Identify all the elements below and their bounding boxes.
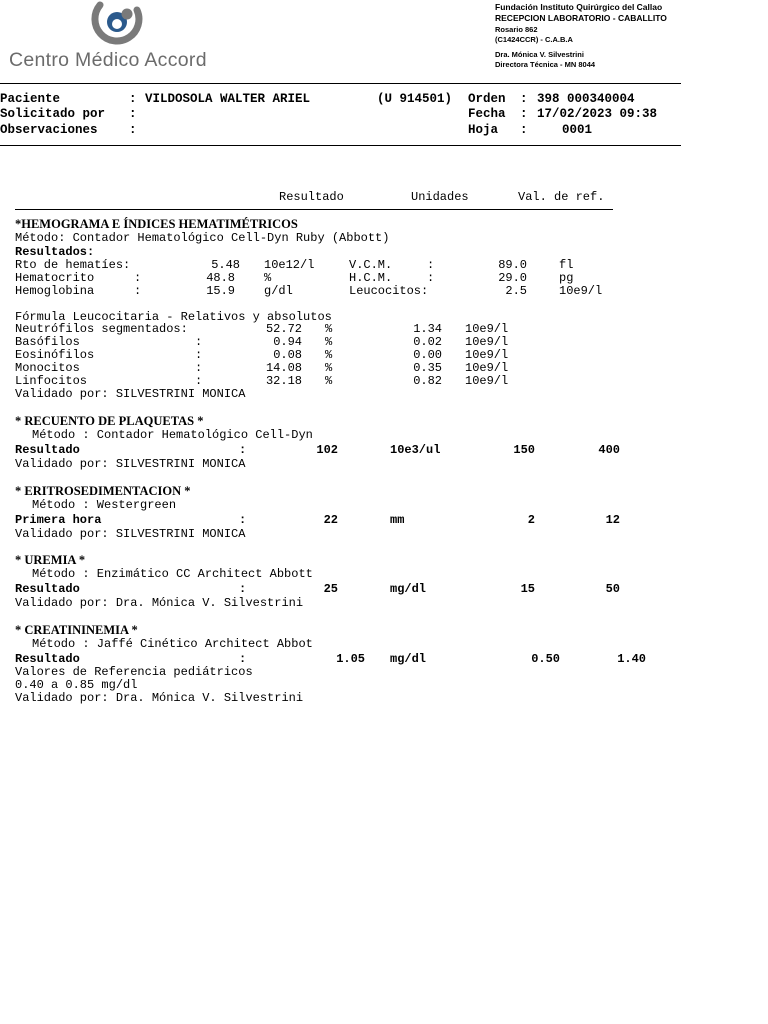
eritro-result-unit: mm bbox=[390, 513, 405, 527]
patient-label: Paciente bbox=[0, 92, 61, 106]
brand-name: Centro Médico Accord bbox=[9, 49, 207, 71]
hemo-row-value2: 29.0 bbox=[498, 271, 527, 285]
hemo-row-label2: Leucocitos: bbox=[349, 284, 429, 298]
uremia-result-label: Resultado bbox=[15, 582, 80, 596]
header-bottom-rule bbox=[0, 145, 681, 146]
formula-row-label: Neutrófilos segmentados: bbox=[15, 322, 188, 336]
hemo-row-value2: 89.0 bbox=[498, 258, 527, 272]
eritro-result-value: 22 bbox=[323, 513, 338, 527]
formula-row-colon: : bbox=[195, 348, 203, 362]
column-units: Unidades bbox=[411, 190, 469, 204]
order-value: 398 000340004 bbox=[537, 92, 635, 106]
date-value: 17/02/2023 09:38 bbox=[537, 107, 658, 121]
plaquetas-method: Método : Contador Hematológico Cell-Dyn bbox=[32, 428, 313, 442]
page-value: 0001 bbox=[562, 123, 593, 137]
formula-row-colon: : bbox=[195, 335, 203, 349]
plaquetas-ref-low: 150 bbox=[513, 443, 535, 457]
director-title: Directora Técnica - MN 8044 bbox=[495, 60, 596, 69]
hemo-row-colon: : bbox=[134, 284, 142, 298]
plaquetas-ref-high: 400 bbox=[598, 443, 620, 457]
page-label: Hoja bbox=[468, 123, 499, 137]
hemo-row-value: 48.8 bbox=[206, 271, 235, 285]
uremia-result-unit: mg/dl bbox=[390, 582, 427, 596]
formula-row-abs-unit: 10e9/l bbox=[465, 322, 509, 336]
uremia-result-colon: : bbox=[239, 582, 247, 596]
formula-row-pct-unit: % bbox=[325, 348, 333, 362]
creat-result-colon: : bbox=[239, 652, 247, 666]
order-sep: : bbox=[520, 92, 528, 106]
requested-label: Solicitado por bbox=[0, 107, 106, 121]
plaquetas-result-label: Resultado bbox=[15, 443, 80, 457]
date-label: Fecha bbox=[468, 107, 506, 121]
institution-address: Rosario 862 bbox=[495, 25, 538, 34]
formula-row-colon: : bbox=[195, 374, 203, 388]
date-sep: : bbox=[520, 107, 528, 121]
creat-result-unit: mg/dl bbox=[390, 652, 427, 666]
order-label: Orden bbox=[468, 92, 506, 106]
formula-row-abs-unit: 10e9/l bbox=[465, 374, 509, 388]
formula-row-label: Eosinófilos bbox=[15, 348, 95, 362]
director-name: Dra. Mónica V. Silvestrini bbox=[495, 50, 584, 59]
uremia-ref-low: 15 bbox=[520, 582, 535, 596]
columns-rule bbox=[15, 209, 613, 210]
uremia-validated: Validado por: Dra. Mónica V. Silvestrini bbox=[15, 596, 304, 610]
eritro-result-label: Primera hora bbox=[15, 513, 102, 527]
formula-row-pct-unit: % bbox=[325, 335, 333, 349]
requested-sep: : bbox=[129, 107, 137, 121]
formula-row-abs: 0.82 bbox=[413, 374, 442, 388]
eritro-ref-high: 12 bbox=[605, 513, 620, 527]
hemo-row-value2: 2.5 bbox=[505, 284, 527, 298]
hemo-row-value: 5.48 bbox=[211, 258, 240, 272]
creat-method: Método : Jaffé Cinético Architect Abbot bbox=[32, 637, 313, 651]
formula-row-pct: 32.18 bbox=[265, 374, 302, 388]
formula-row-colon: : bbox=[195, 361, 203, 375]
column-ref: Val. de ref. bbox=[518, 190, 605, 204]
formula-row-pct: 14.08 bbox=[265, 361, 302, 375]
plaquetas-result-value: 102 bbox=[316, 443, 338, 457]
formula-row-abs: 0.02 bbox=[413, 335, 442, 349]
eritro-ref-low: 2 bbox=[527, 513, 535, 527]
page-sep: : bbox=[520, 123, 528, 137]
observations-sep: : bbox=[129, 123, 137, 137]
formula-row-label: Basófilos bbox=[15, 335, 80, 349]
hemo-row-label: Hematocrito bbox=[15, 271, 95, 285]
hemograma-method: Método: Contador Hematológico Cell-Dyn Ruby (Abbott) bbox=[15, 231, 390, 245]
hemo-row-label2: V.C.M. bbox=[349, 258, 393, 272]
formula-title: Fórmula Leucocitaria - Relativos y absolutos bbox=[15, 310, 332, 324]
formula-row-pct-unit: % bbox=[325, 322, 333, 336]
plaquetas-result-colon: : bbox=[239, 443, 247, 457]
hemo-row-label: Rto de hematíes: bbox=[15, 258, 131, 272]
patient-name: VILDOSOLA WALTER ARIEL bbox=[145, 92, 311, 106]
formula-row-label: Monocitos bbox=[15, 361, 80, 375]
plaquetas-validated: Validado por: SILVESTRINI MONICA bbox=[15, 457, 246, 471]
eritro-title: * ERITROSEDIMENTACION * bbox=[15, 484, 191, 498]
formula-row-abs: 1.34 bbox=[413, 322, 442, 336]
formula-row-abs-unit: 10e9/l bbox=[465, 335, 509, 349]
uremia-result-value: 25 bbox=[323, 582, 338, 596]
formula-row-pct-unit: % bbox=[325, 374, 333, 388]
hemo-row-label2: H.C.M. bbox=[349, 271, 393, 285]
formula-row-pct-unit: % bbox=[325, 361, 333, 375]
hemograma-title: *HEMOGRAMA E ÍNDICES HEMATIMÉTRICOS bbox=[15, 217, 298, 231]
formula-row-abs-unit: 10e9/l bbox=[465, 348, 509, 362]
hemo-row-unit: % bbox=[264, 271, 272, 285]
uremia-title: * UREMIA * bbox=[15, 553, 86, 567]
hemo-row-unit2: 10e9/l bbox=[559, 284, 603, 298]
formula-row-pct: 0.94 bbox=[273, 335, 302, 349]
uremia-ref-high: 50 bbox=[605, 582, 620, 596]
hemo-row-unit: 10e12/l bbox=[264, 258, 315, 272]
header-top-rule bbox=[0, 83, 681, 84]
formula-row-abs-unit: 10e9/l bbox=[465, 361, 509, 375]
hemo-row-value: 15.9 bbox=[206, 284, 235, 298]
formula-row-pct: 52.72 bbox=[265, 322, 302, 336]
hemo-row-unit2: pg bbox=[559, 271, 574, 285]
creat-result-label: Resultado bbox=[15, 652, 80, 666]
hemograma-validated: Validado por: SILVESTRINI MONICA bbox=[15, 387, 246, 401]
hemo-row-colon2: : bbox=[427, 258, 435, 272]
plaquetas-result-unit: 10e3/ul bbox=[390, 443, 441, 457]
eritro-result-colon: : bbox=[239, 513, 247, 527]
formula-row-label: Linfocitos bbox=[15, 374, 88, 388]
hemo-row-label: Hemoglobina bbox=[15, 284, 95, 298]
institution-department: RECEPCION LABORATORIO - CABALLITO bbox=[495, 13, 667, 23]
institution-name: Fundación Instituto Quirúrgico del Callao bbox=[495, 2, 663, 12]
formula-row-pct: 0.08 bbox=[273, 348, 302, 362]
patient-id: (U 914501) bbox=[377, 92, 453, 106]
hemo-row-colon2: : bbox=[427, 271, 435, 285]
institution-city: (C1424CCR) - C.A.B.A bbox=[495, 35, 573, 44]
formula-row-abs: 0.35 bbox=[413, 361, 442, 375]
hemo-row-colon: : bbox=[134, 271, 142, 285]
accord-logo-icon bbox=[88, 0, 146, 50]
column-result: Resultado bbox=[279, 190, 344, 204]
uremia-method: Método : Enzimático CC Architect Abbott bbox=[32, 567, 313, 581]
plaquetas-title: * RECUENTO DE PLAQUETAS * bbox=[15, 414, 204, 428]
creat-validated: Validado por: Dra. Mónica V. Silvestrini bbox=[15, 691, 304, 705]
creat-note-title: Valores de Referencia pediátricos bbox=[15, 665, 253, 679]
creat-ref-high: 1.40 bbox=[617, 652, 646, 666]
creat-title: * CREATININEMIA * bbox=[15, 623, 138, 637]
patient-sep: : bbox=[129, 92, 137, 106]
observations-label: Observaciones bbox=[0, 123, 98, 137]
formula-row-abs: 0.00 bbox=[413, 348, 442, 362]
hemo-row-unit2: fl bbox=[559, 258, 574, 272]
eritro-method: Método : Westergreen bbox=[32, 498, 177, 512]
creat-note-range: 0.40 a 0.85 mg/dl bbox=[15, 678, 138, 692]
hemograma-results-label: Resultados: bbox=[15, 245, 95, 259]
hemo-row-unit: g/dl bbox=[264, 284, 293, 298]
creat-ref-low: 0.50 bbox=[531, 652, 560, 666]
creat-result-value: 1.05 bbox=[336, 652, 365, 666]
eritro-validated: Validado por: SILVESTRINI MONICA bbox=[15, 527, 246, 541]
